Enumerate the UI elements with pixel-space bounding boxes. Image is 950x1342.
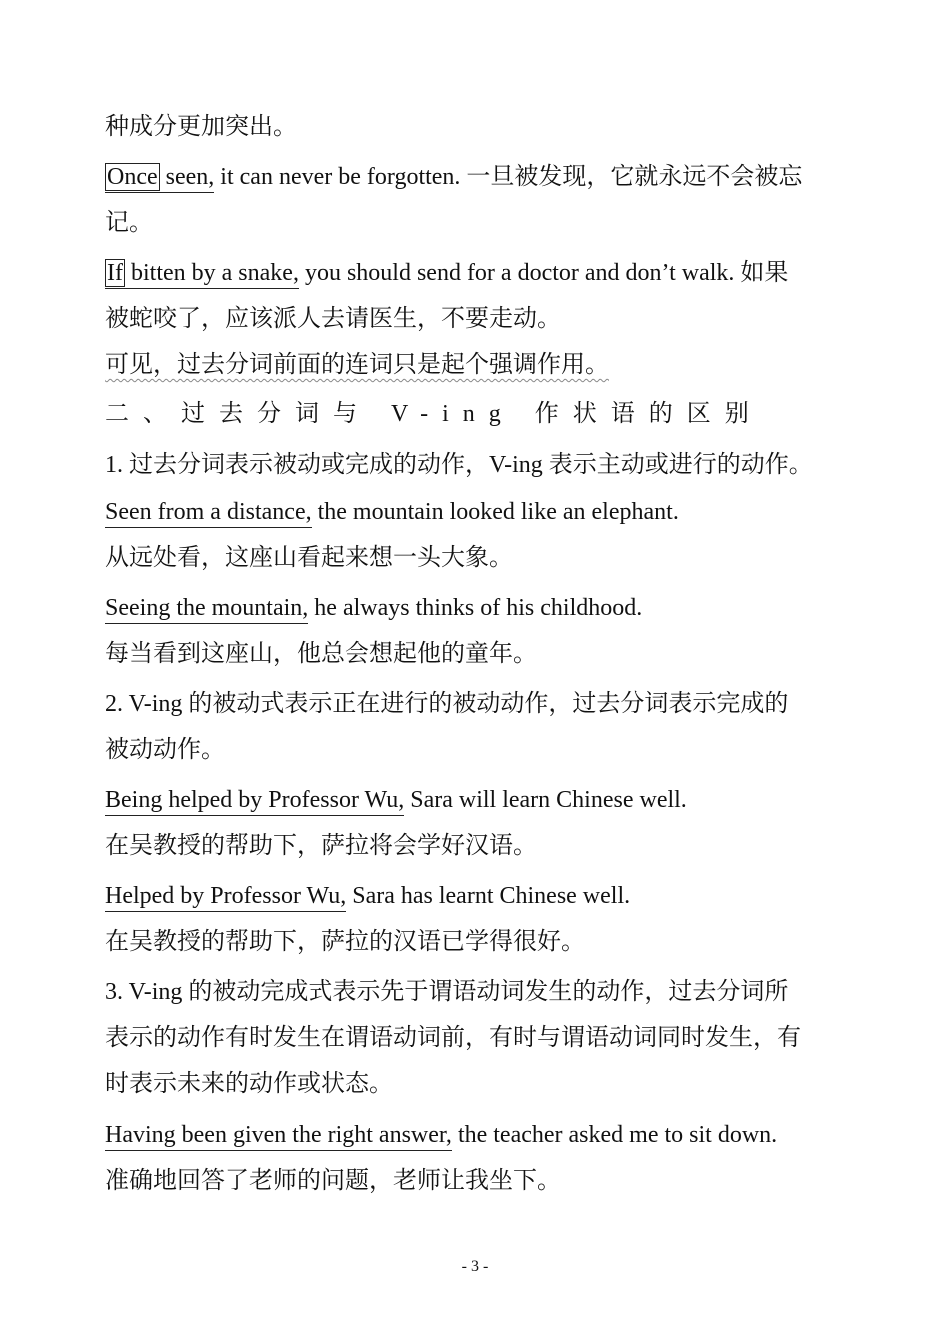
rule-line: 被动动作。	[105, 737, 225, 763]
underlined-phrase: Seeing the mountain,	[105, 595, 308, 624]
translation-line: 从远处看，这座山看起来想一头大象。	[105, 545, 513, 571]
underlined-phrase: Once seen,	[105, 164, 214, 193]
note-line	[105, 350, 850, 380]
boxed-conjunction: If	[107, 260, 123, 286]
translation-line: 在吴教授的帮助下，萨拉的汉语已学得很好。	[105, 929, 585, 955]
sentence-rest: the teacher asked me to sit down.	[451, 1122, 778, 1148]
rule-line: 1. 过去分词表示被动或完成的动作，V-ing 表示主动或进行的动作。	[105, 452, 813, 478]
boxed-conjunction: Once	[107, 164, 158, 190]
underlined-phrase: Having been given the right answer,	[105, 1122, 452, 1151]
text-line: 种成分更加突出。	[105, 114, 297, 140]
underlined-phrase: Seen from a distance,	[105, 499, 312, 528]
rule-line: 时表示未来的动作或状态。	[105, 1071, 393, 1097]
underlined-phrase: Being helped by Professor Wu,	[105, 787, 404, 816]
page-number: - 3 -	[461, 1258, 489, 1275]
example-sentence	[105, 881, 850, 911]
translation-line: 准确地回答了老师的问题，老师让我坐下。	[105, 1168, 561, 1194]
example-sentence	[105, 1120, 850, 1150]
underlined-phrase: Helped by Professor Wu,	[105, 883, 346, 912]
translation-line: 在吴教授的帮助下，萨拉将会学好汉语。	[105, 833, 537, 859]
rule-line: 表示的动作有时发生在谓语动词前，有时与谓语动词同时发生，有	[105, 1025, 801, 1051]
sentence-rest: Sara will learn Chinese well.	[404, 787, 687, 813]
wavy-underlined-note: 可见，过去分词前面的连词只是起个强调作用。	[105, 352, 609, 378]
underlined-phrase: If bitten by a snake,	[105, 260, 299, 289]
translation-line: 被蛇咬了，应该派人去请医生，不要走动。	[105, 306, 561, 332]
example-sentence	[105, 162, 850, 192]
example-sentence	[105, 785, 850, 815]
text-line: 记。	[105, 210, 153, 236]
sentence-rest: the mountain looked like an elephant.	[311, 499, 679, 525]
example-sentence	[105, 497, 850, 527]
sentence-rest: you should send for a doctor and don’t walk. 如果	[298, 260, 789, 286]
rule-line: 2. V-ing 的被动式表示正在进行的被动动作，过去分词表示完成的	[105, 691, 789, 717]
sentence-rest: it can never be forgotten. 一旦被发现，它就永远不会被忘	[214, 164, 803, 190]
sentence-rest: Sara has learnt Chinese well.	[346, 883, 631, 909]
rule-line: 3. V-ing 的被动完成式表示先于谓语动词发生的动作，过去分词所	[105, 979, 789, 1005]
sentence-rest: he always thinks of his childhood.	[308, 595, 643, 621]
example-sentence	[105, 593, 850, 623]
section-heading: 二、过去分词与 V-ing 作状语的区别	[105, 401, 763, 427]
translation-line: 每当看到这座山，他总会想起他的童年。	[105, 641, 537, 667]
example-sentence	[105, 258, 850, 288]
